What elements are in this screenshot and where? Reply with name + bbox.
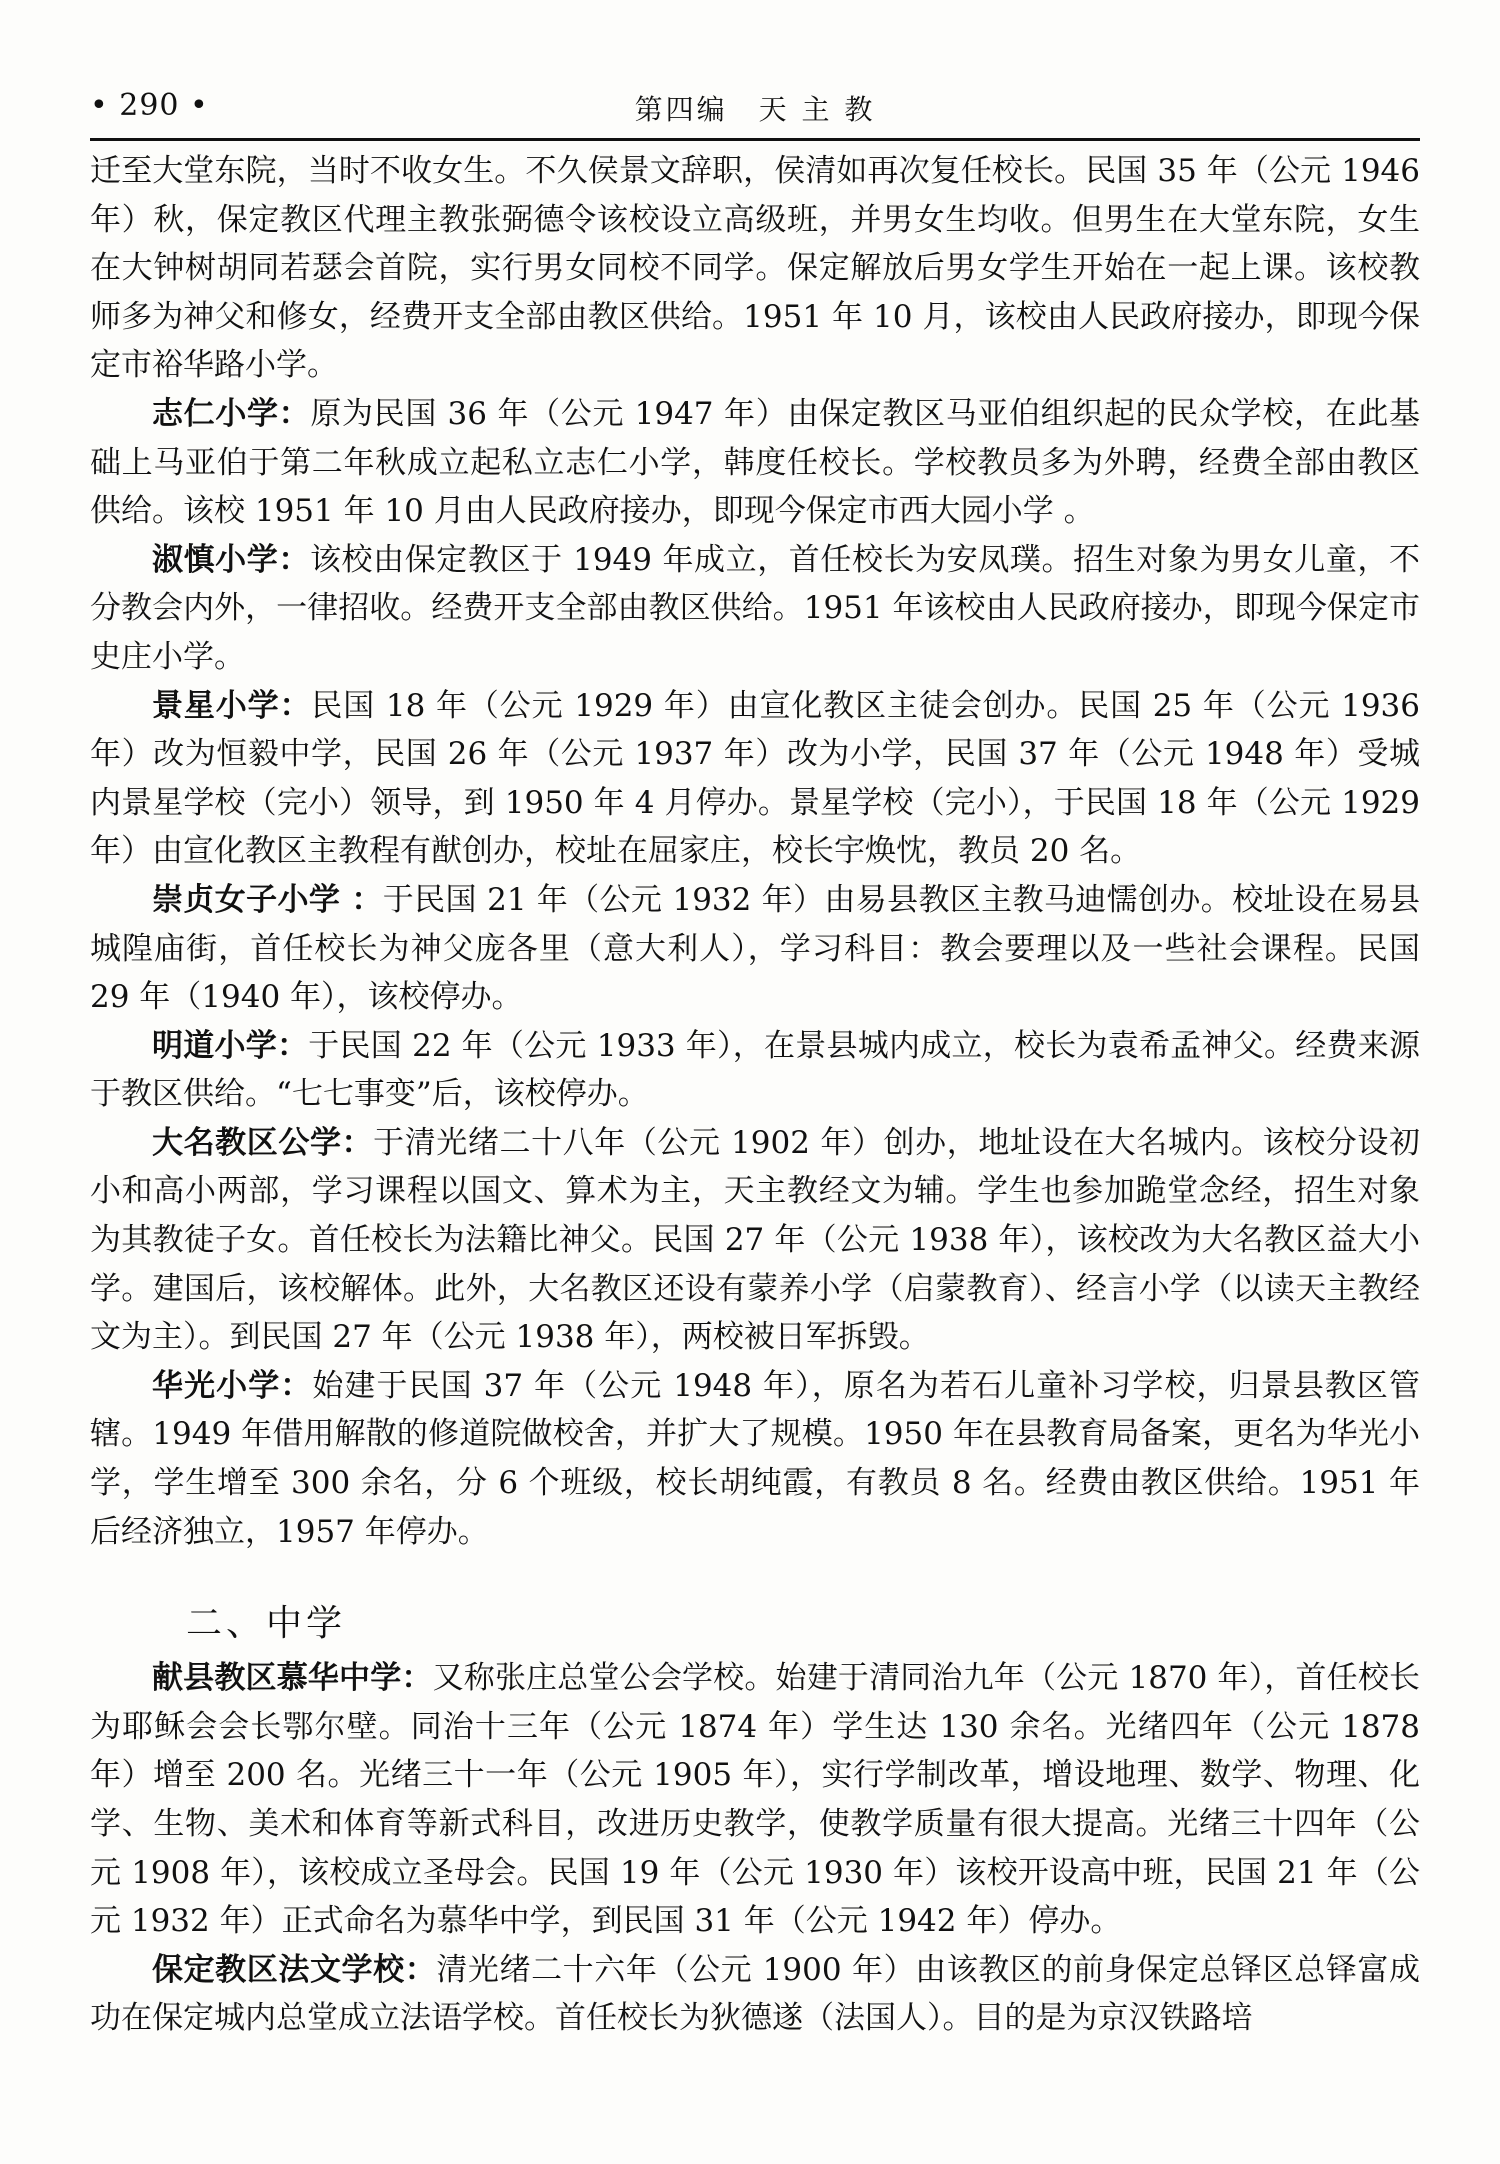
paragraph-text: 又称张庄总堂公会学校。始建于清同治九年（公元 1870 年），首任校长为耶稣会会长鄂尔壁。同治十三年（公元 1874 年）学生达 130 余名。光绪四年（公元 1878 年）增至 200 名。光绪三十一年（公元 1905 年），实行学制改革，增设地理、数学、物理、化学、生物、美术和体育等新式科目，改进历史教学，使教学质量有很大提高。光绪三十四年（公元 1908 年），该校成立圣母会。民国 19 年（公元 1930 年）该校开设高中班，民国 21 年（公元 1932 年）正式命名为慕华中学，到民国 31 年（公元 1942 年）停办。 bbox=[90, 1660, 1420, 1940]
school-name: 淑慎小学： bbox=[152, 541, 310, 578]
body-text bbox=[90, 147, 1420, 2043]
school-name: 志仁小学： bbox=[152, 395, 311, 432]
header-rule bbox=[90, 138, 1420, 141]
paragraph-shushen-school bbox=[90, 536, 1420, 682]
school-name: 大名教区公学： bbox=[152, 1124, 374, 1161]
paragraph-text: 清光绪二十六年（公元 1900 年）由该教区的前身保定总铎区总铎富成功在保定城内总堂成立法语学校。首任校长为狄德遂（法国人）。目的是为京汉铁路培 bbox=[90, 1951, 1420, 2037]
school-name: 景星小学： bbox=[152, 687, 312, 724]
page-number: • 290 • bbox=[90, 88, 209, 123]
paragraph-daming-school bbox=[90, 1119, 1420, 1362]
school-name: 保定教区法文学校： bbox=[152, 1951, 437, 1988]
paragraph-text: 迁至大堂东院，当时不收女生。不久侯景文辞职，侯清如再次复任校长。民国 35 年（公元 1946 年）秋，保定教区代理主教张弼德令该校设立高级班，并男女生均收。但男生在大堂东院，女生在大钟树胡同若瑟会首院，实行男女同校不同学。保定解放后男女学生开始在一起上课。该校教师多为神父和修女，经费开支全部由教区供给。1951 年 10 月，该校由人民政府接办，即现今保定市裕华路小学。 bbox=[90, 153, 1420, 384]
paragraph-text: 于清光绪二十八年（公元 1902 年）创办，地址设在大名城内。该校分设初小和高小两部，学习课程以国文、算术为主，天主教经文为辅。学生也参加跪堂念经，招生对象为其教徒子女。首任校长为法籍比神父。民国 27 年（公元 1938 年），该校改为大名教区益大小学。建国后，该校解体。此外，大名教区还设有蒙养小学（启蒙教育）、经言小学（以读天主教经文为主）。到民国 27 年（公元 1938 年），两校被日军拆毁。 bbox=[90, 1124, 1420, 1356]
paragraph-jingxing-school bbox=[90, 682, 1420, 876]
school-name: 献县教区慕华中学： bbox=[152, 1660, 433, 1697]
paragraph-zhiren-school bbox=[90, 390, 1420, 536]
paragraph-text: 该校由保定教区于 1949 年成立，首任校长为安凤璞。招生对象为男女儿童，不分教会内外，一律招收。经费开支全部由教区供给。1951 年该校由人民政府接办，即现今保定市史庄小学。 bbox=[90, 541, 1420, 675]
paragraph-text: 始建于民国 37 年（公元 1948 年），原名为若石儿童补习学校，归景县教区管辖。1949 年借用解散的修道院做校舍，并扩大了规模。1950 年在县教育局备案，更名为华光小学，学生增至 300 余名，分 6 个班级，校长胡纯霞，有教员 8 名。经费由教区供给。1951 年后经济独立，1957 年停办。 bbox=[90, 1367, 1420, 1550]
paragraph-mingdao-school bbox=[90, 1022, 1420, 1119]
paragraph-huaguang-school bbox=[90, 1362, 1420, 1556]
section-heading: 二、中学 bbox=[186, 1603, 347, 1645]
paragraph-muhua-middle-school bbox=[90, 1654, 1420, 1946]
running-title: 第四编 天 主 教 bbox=[634, 93, 876, 126]
school-name: 崇贞女子小学 ： bbox=[152, 881, 383, 918]
paragraph-text: 于民国 22 年（公元 1933 年），在景县城内成立，校长为袁希孟神父。经费来源于教区供给。“七七事变”后，该校停办。 bbox=[90, 1027, 1420, 1113]
paragraph-text: 原为民国 36 年（公元 1947 年）由保定教区马亚伯组织起的民众学校，在此基础上马亚伯于第二年秋成立起私立志仁小学，韩度任校长。学校教员多为外聘，经费全部由教区供给。该校 1951 年 10 月由人民政府接办，即现今保定市西大园小学 。 bbox=[90, 395, 1420, 530]
paragraph-text: 于民国 21 年（公元 1932 年）由易县教区主教马迪懦创办。校址设在易县城隍庙街，首任校长为神父庞各里（意大利人），学习科目：教会要理以及一些社会课程。民国 29 年（1940 年），该校停办。 bbox=[90, 881, 1420, 1016]
page-header bbox=[90, 88, 1420, 138]
paragraph-french-school bbox=[90, 1946, 1420, 2043]
paragraph-text: 民国 18 年（公元 1929 年）由宣化教区主徒会创办。民国 25 年（公元 1936 年）改为恒毅中学，民国 26 年（公元 1937 年）改为小学，民国 37 年（公元 1948 年）受城内景星学校（完小）领导，到 1950 年 4 月停办。景星学校（完小），于民国 18 年（公元 1929 年）由宣化教区主教程有猷创办，校址在屈家庄，校长宇焕忱，教员 20 名。 bbox=[90, 687, 1421, 870]
paragraph-chongzhen-school bbox=[90, 876, 1420, 1022]
school-name: 明道小学： bbox=[152, 1027, 309, 1064]
school-name: 华光小学： bbox=[152, 1367, 313, 1404]
paragraph bbox=[90, 147, 1420, 390]
